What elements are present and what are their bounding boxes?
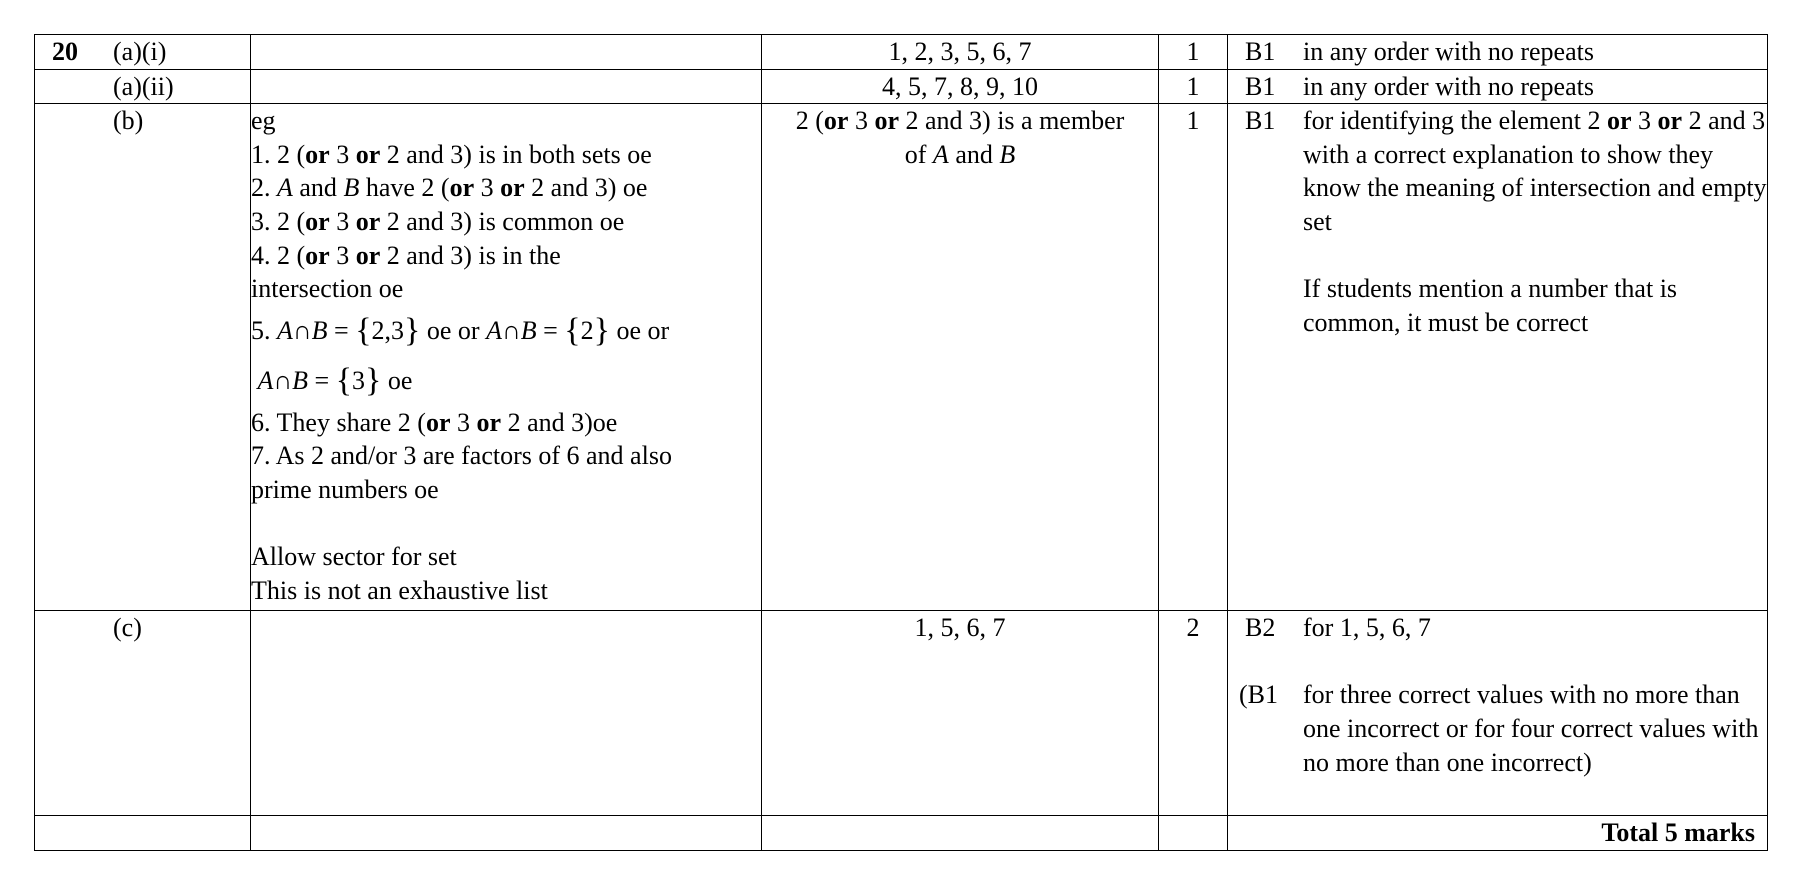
working-cell (251, 104, 762, 611)
question-cell (35, 35, 251, 70)
mark-note: in any order with no repeats (1303, 71, 1594, 101)
part-label: (a)(ii) (113, 71, 174, 101)
mark-note-2: for three correct values with no more than one incorrect or for four correct values with no more than one incorrect) (1303, 680, 1759, 777)
working-line-1: 1. 2 (or 3 or 2 and 3) is in both sets oe (251, 139, 652, 169)
row-a-i (35, 35, 1768, 70)
row-a-ii (35, 69, 1768, 104)
mark-code: B1 (1245, 106, 1276, 136)
answer-cell: 1, 5, 6, 7 (762, 611, 1159, 816)
mark-code: B1 (1245, 37, 1276, 66)
mark-cell: 1 (1159, 69, 1228, 104)
part-label: (c) (113, 613, 142, 643)
mark-note-2: If students mention a number that is common, it must be correct (1303, 274, 1678, 337)
working-cell (251, 35, 762, 70)
question-number: 20 (52, 37, 78, 66)
working-line-5b: A∩B = {3} oe (257, 361, 413, 399)
mark-cell: 2 (1159, 611, 1228, 816)
working-line-4: 4. 2 (or 3 or 2 and 3) is in the (251, 240, 561, 270)
mark-note: in any order with no repeats (1303, 37, 1594, 66)
mark-code-2: (B1 (1239, 680, 1278, 710)
working-line-6: 6. They share 2 (or 3 or 2 and 3)oe (251, 407, 618, 437)
working-line-5: 5. A∩B = {2,3} oe or A∩B = {2} oe or (251, 311, 670, 349)
working-list (251, 104, 761, 607)
notes-cell (1228, 611, 1768, 816)
notes-cell (1228, 104, 1768, 611)
answer-cell: 4, 5, 7, 8, 9, 10 (762, 69, 1159, 104)
working-cell (251, 69, 762, 104)
notes-cell (1228, 35, 1768, 70)
working-line-4b: intersection oe (251, 274, 404, 304)
working-allow: Allow sector for set (251, 542, 457, 572)
answer-cell: 1, 2, 3, 5, 6, 7 (762, 35, 1159, 70)
answer-line-1: 2 (or 3 or 2 and 3) is a member (795, 106, 1125, 136)
mark-note: for identifying the element 2 or 3 or 2 and 3 with a correct explanation to show they know the meaning of intersection and empty set If students mention a number that is common, it must be correct (1303, 104, 1767, 339)
working-line-3: 3. 2 (or 3 or 2 and 3) is common oe (251, 206, 625, 236)
part-label: (b) (113, 106, 144, 136)
notes-cell (1228, 69, 1768, 104)
answer-line-2: of A and B (904, 139, 1016, 169)
mark-code: B1 (1245, 71, 1276, 101)
working-cell (251, 611, 762, 816)
question-cell (35, 104, 251, 611)
row-c (35, 611, 1768, 816)
row-total (35, 816, 1768, 851)
row-b (35, 104, 1768, 611)
mark-code: B2 (1245, 613, 1276, 643)
mark-cell: 1 (1159, 104, 1228, 611)
question-cell (35, 611, 251, 816)
working-exhaustive: This is not an exhaustive list (251, 575, 548, 605)
mark-note: for 1, 5, 6, 7 (1303, 613, 1431, 643)
working-line-7: 7. As 2 and/or 3 are factors of 6 and also (251, 441, 672, 471)
working-line-7b: prime numbers oe (251, 474, 439, 504)
question-cell (35, 69, 251, 104)
working-line-2: 2. A and B have 2 (or 3 or 2 and 3) oe (251, 173, 648, 203)
part-label: (a)(i) (113, 37, 167, 66)
answer-cell (762, 104, 1159, 611)
mark-scheme-table (34, 34, 1768, 851)
total-marks: Total 5 marks (1228, 816, 1768, 851)
working-eg: eg (251, 106, 276, 136)
mark-cell: 1 (1159, 35, 1228, 70)
